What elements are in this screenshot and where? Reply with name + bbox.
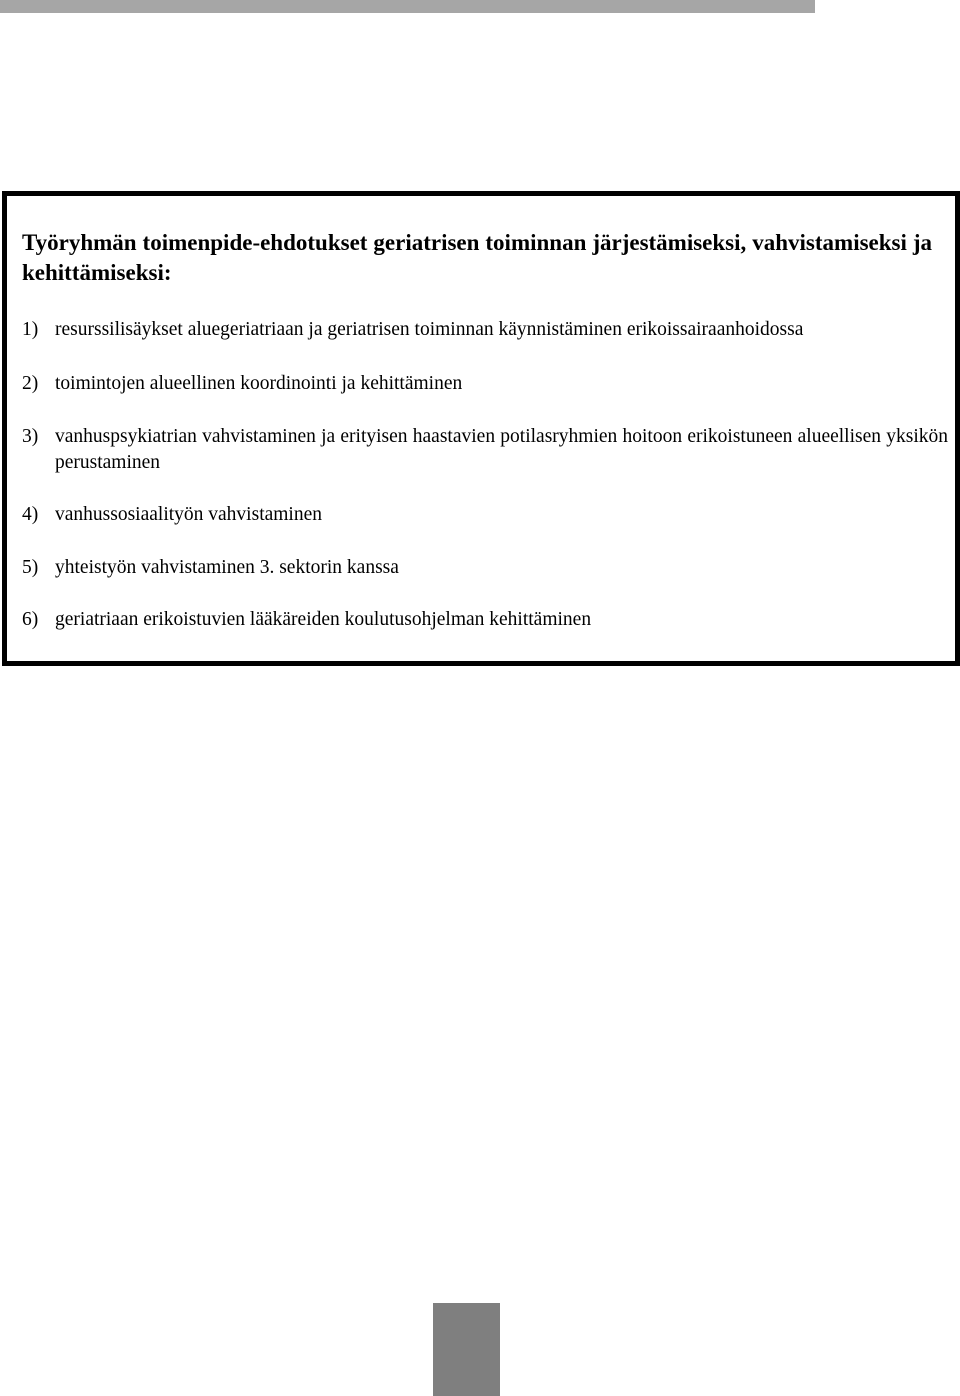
list-item	[22, 607, 948, 633]
list-item-text: resurssilisäykset aluegeriatriaan ja geriatrisen toiminnan käynnistäminen erikoissairaanhoidossa	[55, 319, 804, 340]
list-item-number: 5)	[22, 557, 39, 578]
list-item-number: 2)	[22, 373, 39, 394]
list-item	[22, 317, 948, 343]
list-item-text: vanhussosiaalityön vahvistaminen	[55, 504, 323, 525]
list-item	[22, 502, 948, 528]
proposals-box	[2, 191, 960, 666]
list-item-text: toimintojen alueellinen koordinointi ja kehittäminen	[55, 373, 463, 394]
proposals-title: Työryhmän toimenpide-ehdotukset geriatrisen toiminnan järjestämiseksi, vahvistamiseksi ja kehittämiseksi:	[22, 230, 932, 285]
list-item	[22, 371, 948, 397]
list-item	[22, 555, 948, 581]
top-gray-bar	[0, 0, 815, 13]
list-item-number: 1)	[22, 319, 39, 340]
list-item-text: vanhuspsykiatrian vahvistaminen ja erityisen haastavien potilasryhmien hoitoon erikoistuneen alueellisen yksikön perustaminen	[55, 426, 948, 473]
list-item	[22, 424, 948, 476]
bottom-gray-block	[433, 1303, 500, 1396]
list-item-number: 6)	[22, 609, 39, 630]
list-item-text: geriatriaan erikoistuvien lääkäreiden koulutusohjelman kehittäminen	[55, 609, 592, 630]
list-item-text: yhteistyön vahvistaminen 3. sektorin kanssa	[55, 557, 399, 578]
list-item-number: 4)	[22, 504, 39, 525]
list-item-number: 3)	[22, 426, 39, 447]
